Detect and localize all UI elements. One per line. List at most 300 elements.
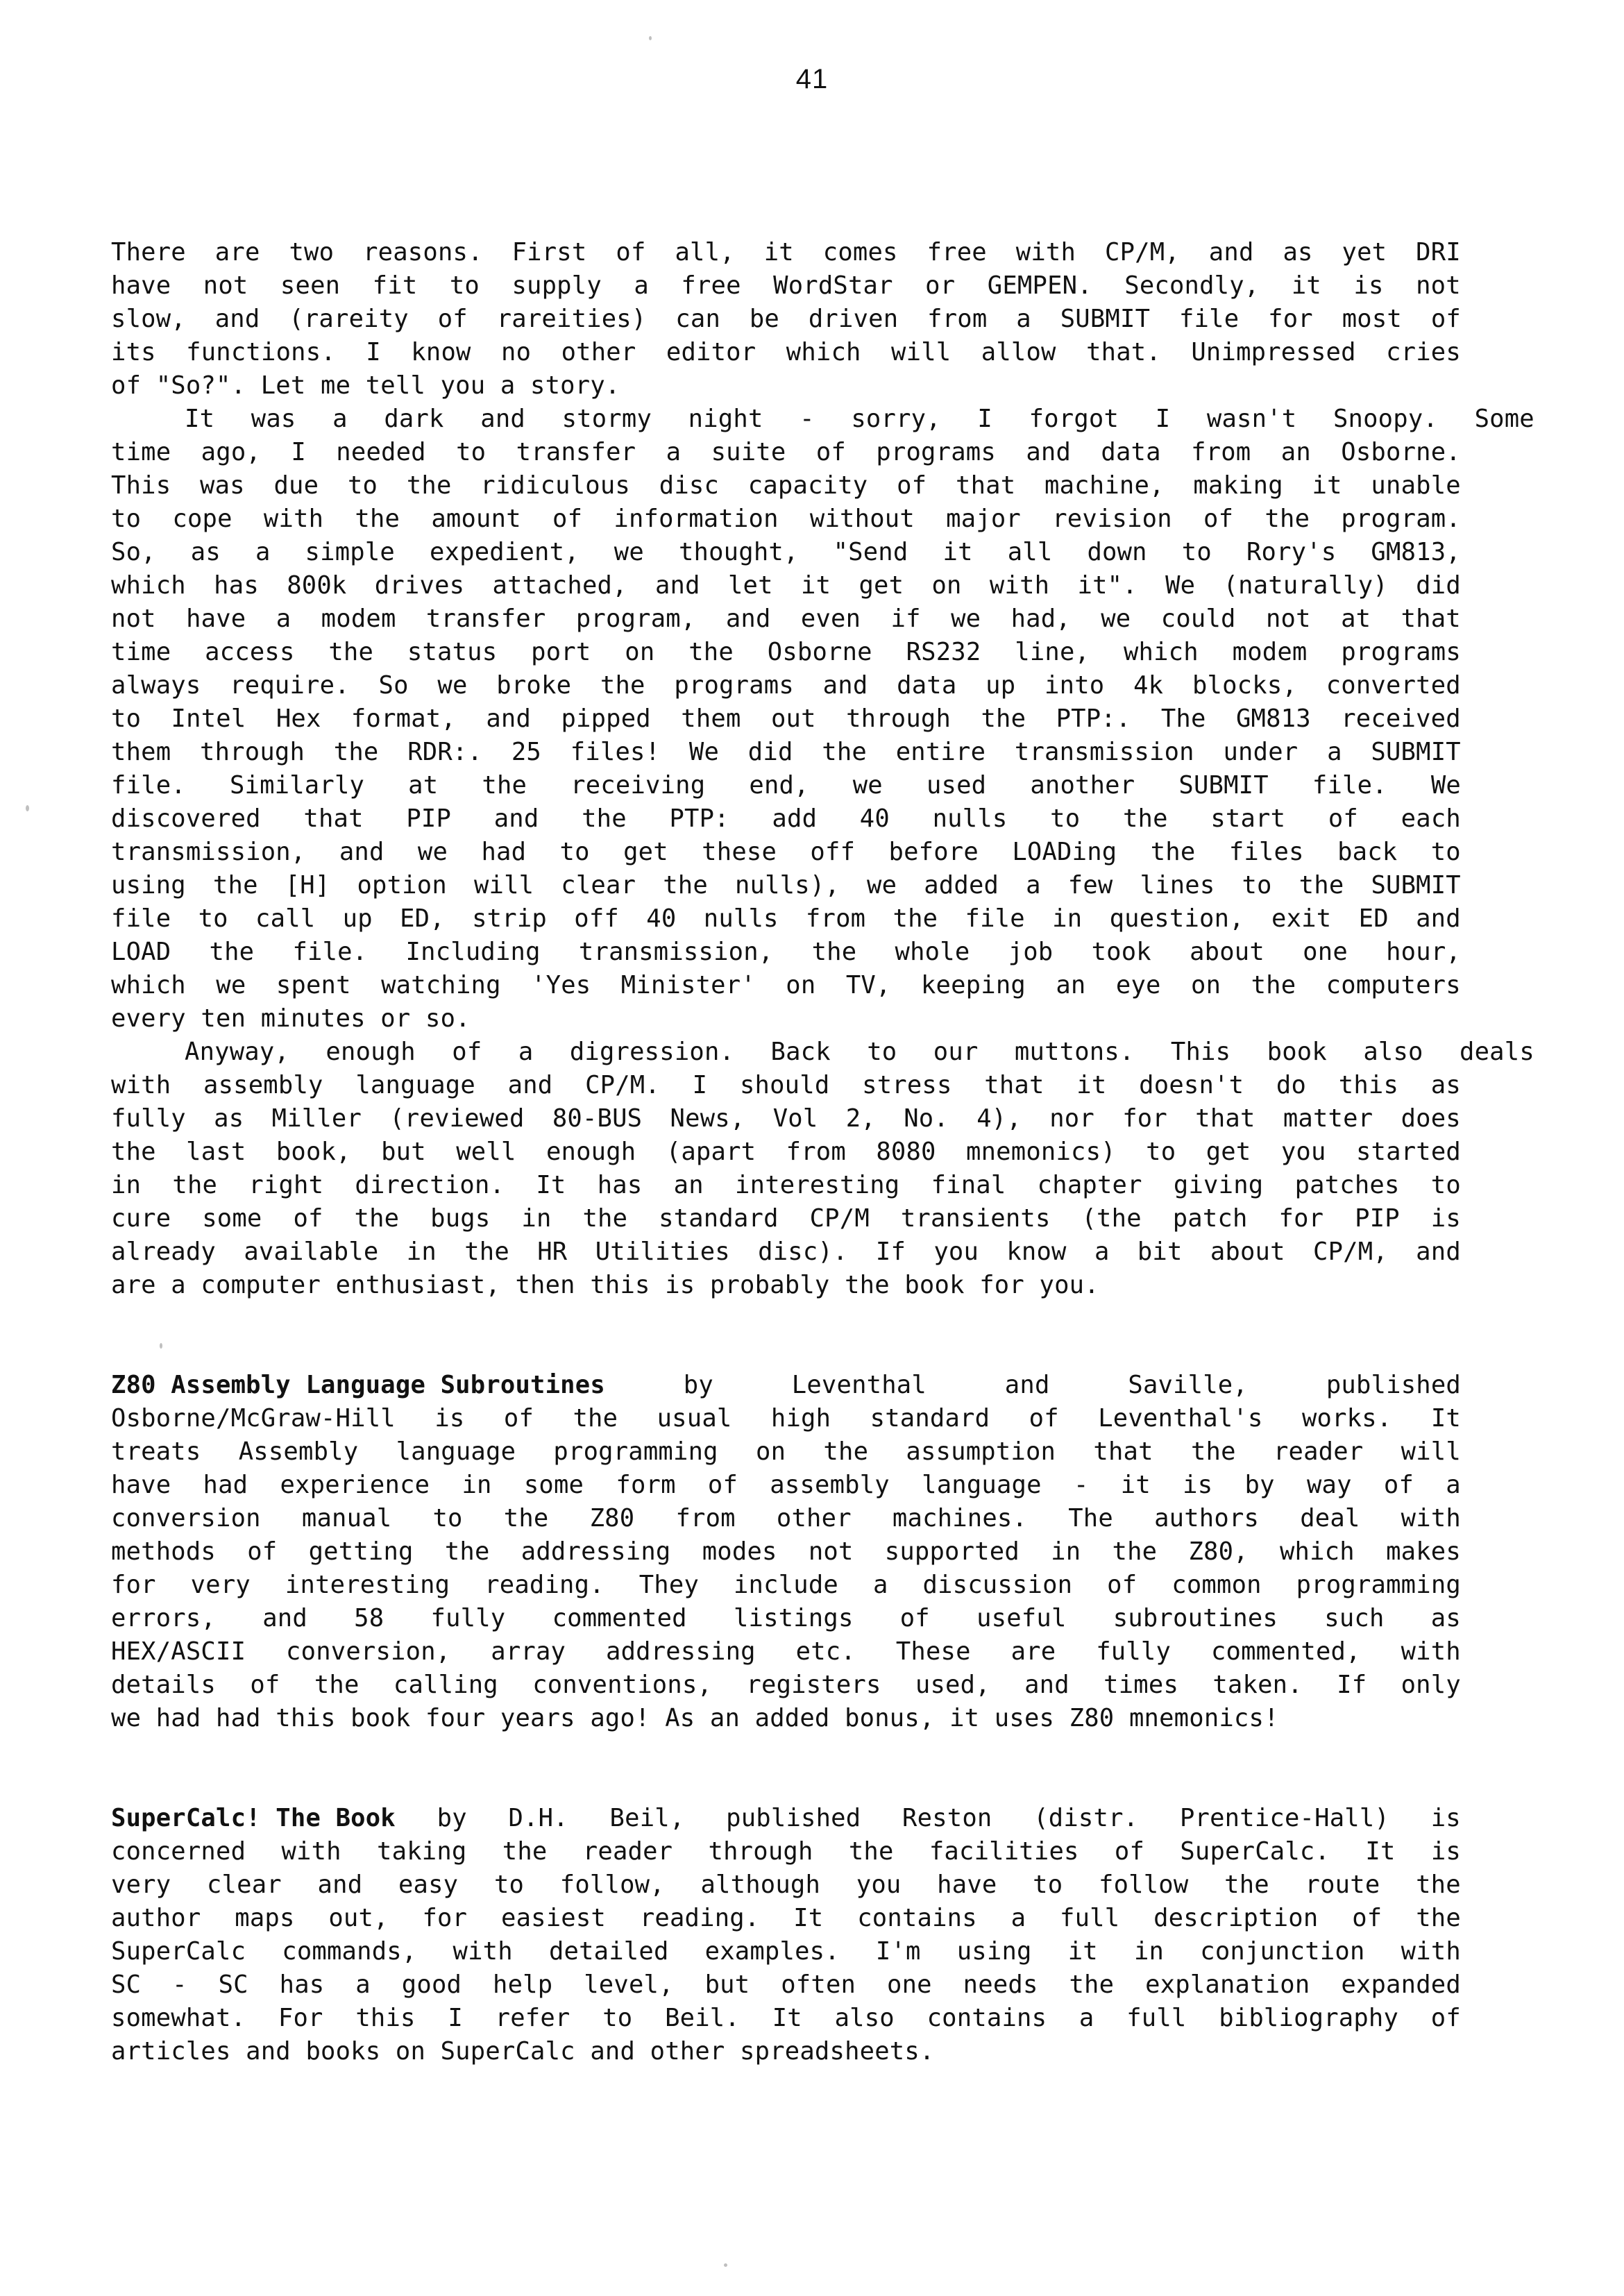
word: job (1008, 938, 1054, 966)
word: under (1223, 738, 1299, 766)
word: with (1015, 238, 1076, 267)
text-line (111, 1635, 1461, 1669)
word: SUBMIT (1371, 871, 1461, 900)
word: RDR:. (407, 738, 483, 766)
word: question, (1109, 904, 1244, 933)
text-line (111, 1902, 1461, 1935)
word: entire (895, 738, 986, 766)
word: Anyway, (185, 1038, 290, 1066)
word: SUBMIT (1178, 771, 1269, 800)
word: published (1326, 1371, 1461, 1399)
text-line (111, 1569, 1461, 1602)
word: a (518, 1038, 534, 1066)
word: PTP:. (1056, 704, 1131, 733)
word: and (822, 671, 868, 700)
word: an (1280, 438, 1311, 466)
word: used, (915, 1671, 990, 1699)
word: machines. (892, 1504, 1028, 1533)
word: time (111, 438, 171, 466)
word: that (956, 471, 1016, 500)
word: let (727, 571, 773, 600)
word: lines (1140, 871, 1215, 900)
word: be (749, 305, 780, 333)
text-line (111, 503, 1461, 536)
word: can (675, 305, 721, 333)
word: the (328, 638, 374, 666)
review-title-line (111, 1802, 1461, 1835)
word: get (1206, 1138, 1251, 1166)
word: few (1067, 871, 1113, 900)
word: way (1306, 1471, 1352, 1499)
word: is (1430, 1804, 1461, 1832)
text-line (111, 769, 1461, 802)
word: receiving (570, 771, 706, 800)
word: (rareity (289, 305, 409, 333)
word: are (1010, 1637, 1056, 1666)
word: by (437, 1804, 467, 1832)
word: It (793, 1904, 824, 1932)
word: available (244, 1238, 379, 1266)
word: SUBMIT (1371, 738, 1461, 766)
paragraph-digression (111, 1036, 1534, 1302)
review-title-line (111, 1369, 1461, 1402)
word: this (1338, 1071, 1399, 1099)
word: the (848, 1837, 894, 1866)
word: the (981, 704, 1026, 733)
word: to (432, 1504, 463, 1533)
word: keeping (920, 971, 1026, 999)
word: and (1416, 904, 1461, 933)
word: a (666, 438, 682, 466)
word: did (747, 738, 793, 766)
word: CP/M. (585, 1071, 660, 1099)
word: language (396, 1437, 516, 1466)
word: one (887, 1970, 932, 1999)
word: chapter (1037, 1171, 1142, 1199)
text-line (111, 1502, 1461, 1535)
word: discovered (111, 804, 261, 833)
word: transfer (425, 605, 546, 633)
word: with (263, 505, 324, 533)
word: It (1430, 1404, 1461, 1433)
word: exit (1271, 904, 1332, 933)
word: it (1120, 1471, 1151, 1499)
word: them (111, 738, 171, 766)
word: used (926, 771, 987, 800)
text-line (111, 236, 1461, 269)
word: GM813, (1371, 538, 1461, 566)
word: (naturally) (1223, 571, 1388, 600)
word: a (1016, 305, 1031, 333)
word: book (1267, 1038, 1327, 1066)
word: with (1401, 1504, 1461, 1533)
word: easiest (501, 1904, 607, 1932)
word: free (681, 271, 741, 300)
word: which (111, 971, 186, 999)
text-line (111, 1602, 1461, 1635)
word: Z80, (1188, 1537, 1249, 1566)
word: transfer (516, 438, 636, 466)
word: examples. (704, 1937, 840, 1966)
word: experience (280, 1471, 430, 1499)
word: CP/M, (1105, 238, 1180, 267)
word: get (623, 838, 668, 866)
word: PIP (1355, 1204, 1400, 1233)
word: to (1430, 1171, 1461, 1199)
word: 4k (1133, 671, 1164, 700)
word: rareities) (496, 305, 647, 333)
word: the (582, 1204, 628, 1233)
scan-speck (160, 1343, 162, 1349)
word: have (111, 1471, 171, 1499)
word: include (733, 1571, 838, 1599)
word: the (600, 671, 645, 700)
word: TV, (845, 971, 891, 999)
word: from (675, 1504, 736, 1533)
word: detailed (548, 1937, 669, 1966)
word: programs (674, 671, 794, 700)
word: these (702, 838, 777, 866)
word: and (1004, 1371, 1050, 1399)
word: modes (702, 1537, 777, 1566)
word: to (198, 904, 228, 933)
word: of (815, 438, 846, 466)
word: transmission, (578, 938, 774, 966)
word: It (772, 2004, 802, 2032)
text-line (111, 2002, 1461, 2035)
word: a (1026, 871, 1041, 900)
word: authors (1154, 1504, 1260, 1533)
word: nulls (932, 804, 1008, 833)
word: we (216, 971, 246, 999)
word: not (808, 1537, 854, 1566)
word: needs (963, 1970, 1038, 1999)
word: supply (511, 271, 602, 300)
word: slow, (111, 305, 186, 333)
word: ago, (201, 438, 261, 466)
word: the (503, 1504, 549, 1533)
word: ridiculous (480, 471, 631, 500)
text-line (111, 1169, 1461, 1202)
word: has (597, 1171, 643, 1199)
word: array (491, 1637, 566, 1666)
word: the (1112, 1537, 1158, 1566)
word: off (810, 838, 856, 866)
word: the (1416, 1904, 1461, 1932)
word: about (1210, 1238, 1285, 1266)
scan-speck (649, 36, 652, 40)
word: I (692, 1071, 708, 1099)
word: has (279, 1970, 325, 1999)
word: language (922, 1471, 1042, 1499)
word: programs (876, 438, 996, 466)
text-line (111, 1835, 1461, 1868)
word: to (347, 471, 378, 500)
word: to (1430, 838, 1461, 866)
word: the (688, 638, 734, 666)
word: usual (657, 1404, 732, 1433)
word: we (437, 671, 468, 700)
word: clear (206, 1871, 282, 1899)
text-line (111, 269, 1461, 303)
word: bibliography (1219, 2004, 1399, 2032)
word: had (481, 838, 527, 866)
word: one (1303, 938, 1348, 966)
word: files! (570, 738, 661, 766)
word: commented, (1210, 1637, 1361, 1666)
word: had, (1010, 605, 1071, 633)
word: in (1051, 1537, 1081, 1566)
word: stress (862, 1071, 952, 1099)
word: disc). (758, 1238, 848, 1266)
word: as (190, 538, 221, 566)
word: If (875, 1238, 906, 1266)
word: Back (770, 1038, 831, 1066)
word: Utilities (595, 1238, 730, 1266)
word: we (614, 538, 644, 566)
word: to (867, 1038, 897, 1066)
word: capacity (747, 471, 868, 500)
word: 40 (646, 904, 677, 933)
word: (distr. (1033, 1804, 1139, 1832)
text-line (111, 902, 1461, 936)
text-line (111, 569, 1461, 602)
word: into (1044, 671, 1105, 700)
text-line (111, 536, 1461, 569)
word: status (407, 638, 498, 666)
word: as (214, 1104, 244, 1133)
word: explanation (1145, 1970, 1310, 1999)
word: a (1079, 2004, 1094, 2032)
word: a (1327, 738, 1342, 766)
word: due (273, 471, 319, 500)
word: also (1363, 1038, 1423, 1066)
word: GEMPEN. (987, 271, 1092, 300)
word: some (202, 1204, 262, 1233)
word: watching (381, 971, 501, 999)
word: converted (1326, 671, 1461, 700)
word: nulls), (734, 871, 840, 900)
word: it (1067, 1937, 1098, 1966)
word: on (1191, 971, 1221, 999)
word: cries (1386, 338, 1461, 366)
word: last (186, 1138, 246, 1166)
word: supported (884, 1537, 1020, 1566)
text-line (111, 1402, 1461, 1435)
word: from (1191, 438, 1251, 466)
word: know (411, 338, 471, 366)
word: First (511, 238, 587, 267)
word: calling (393, 1671, 498, 1699)
review-z80-assembly (111, 1369, 1461, 1735)
word: each (1401, 804, 1461, 833)
word: time (111, 638, 171, 666)
word: down (1087, 538, 1147, 566)
word: another (1030, 771, 1135, 800)
word: [H] (285, 871, 330, 900)
word: programming (1296, 1571, 1461, 1599)
word: transmission, (111, 838, 306, 866)
word: manual (301, 1504, 392, 1533)
word: we (1101, 605, 1131, 633)
word: is (1430, 1204, 1461, 1233)
word: giving (1173, 1171, 1264, 1199)
word: of (1114, 1837, 1145, 1866)
word: program, (575, 605, 696, 633)
text-line (111, 636, 1461, 669)
word: LOADing (1012, 838, 1117, 866)
word: but (381, 1138, 426, 1166)
text-line: every ten minutes or so. (111, 1004, 471, 1033)
word: file (965, 904, 1025, 933)
word: language (355, 1071, 475, 1099)
word: fit (372, 271, 418, 300)
word: good (401, 1970, 462, 1999)
word: of (1203, 505, 1234, 533)
word: fully (111, 1104, 186, 1133)
word: the (464, 1238, 509, 1266)
word: program. (1341, 505, 1461, 533)
word: spent (276, 971, 351, 999)
word: through (200, 738, 305, 766)
word: HR (537, 1238, 568, 1266)
body-text-block (111, 236, 1534, 2068)
word: have (937, 1871, 997, 1899)
word: etc. (795, 1637, 856, 1666)
word: 40 (859, 804, 890, 833)
word: blocks, (1192, 671, 1297, 700)
word: in (111, 1171, 142, 1199)
word: standard (870, 1404, 990, 1433)
word: There (111, 238, 186, 267)
word: the (811, 938, 857, 966)
word: SuperCalc (111, 1937, 246, 1966)
word: which (786, 338, 861, 366)
word: Hex (276, 704, 321, 733)
word: For (278, 2004, 323, 2032)
word: and (339, 838, 384, 866)
word: often (781, 1970, 856, 1999)
word: that (1093, 1437, 1153, 1466)
word: the (482, 771, 527, 800)
text-line (111, 1535, 1461, 1569)
word: it (1076, 1071, 1107, 1099)
word: to (1146, 1138, 1176, 1166)
word: even (800, 605, 861, 633)
word: route (1305, 1871, 1380, 1899)
word: contains (927, 2004, 1047, 2032)
word: cure (111, 1204, 171, 1233)
word: was (200, 471, 245, 500)
text-line (111, 736, 1461, 769)
word: has (214, 571, 259, 600)
word: ED, (400, 904, 445, 933)
word: book, (276, 1138, 351, 1166)
word: So, (111, 538, 156, 566)
word: deals (1460, 1038, 1534, 1066)
scan-speck (724, 2263, 727, 2267)
word: the (314, 1671, 360, 1699)
word: file (1178, 305, 1240, 333)
word: We (1430, 771, 1461, 800)
word: is (1353, 271, 1384, 300)
word: to (449, 271, 480, 300)
text-line (111, 702, 1461, 736)
word: major (946, 505, 1022, 533)
word: and (1208, 238, 1254, 267)
word: makes (1386, 1537, 1461, 1566)
word: and (507, 1071, 553, 1099)
word: enough (545, 1138, 636, 1166)
word: although (700, 1871, 821, 1899)
word: ED (1358, 904, 1389, 933)
word: I (448, 2004, 463, 2032)
word: facilities (929, 1837, 1079, 1866)
word: patch (1172, 1204, 1248, 1233)
word: Osborne/McGraw-Hill (111, 1404, 396, 1433)
word: Z80 (589, 1504, 635, 1533)
word: on (931, 571, 962, 600)
word: we (867, 871, 897, 900)
word: port (531, 638, 591, 666)
word: other (776, 1504, 852, 1533)
word: Beil, (609, 1804, 685, 1832)
word: taken. (1212, 1671, 1303, 1699)
text-line (111, 1469, 1461, 1502)
word: the (111, 1138, 156, 1166)
word: format, (350, 704, 456, 733)
text-line (111, 336, 1461, 369)
word: whole (895, 938, 970, 966)
word: of (1430, 2004, 1461, 2032)
word: have (186, 605, 246, 633)
word: hour, (1386, 938, 1461, 966)
word: treats (111, 1437, 201, 1466)
word: Intel (171, 704, 246, 733)
word: digression. (569, 1038, 735, 1066)
word: had (203, 1471, 248, 1499)
word: should (739, 1071, 830, 1099)
word: registers (746, 1671, 881, 1699)
word: full (1060, 1904, 1120, 1932)
word: standard (659, 1204, 779, 1233)
word: the (1224, 1871, 1269, 1899)
word: thought, (678, 538, 799, 566)
word: we (852, 771, 883, 800)
word: to (1033, 1871, 1063, 1899)
word: I'm (875, 1937, 921, 1966)
word: in (521, 1204, 552, 1233)
text-line (111, 602, 1461, 636)
word: from (805, 904, 866, 933)
word: also (834, 2004, 895, 2032)
word: not (1265, 605, 1311, 633)
word: assumption (906, 1437, 1056, 1466)
word: addressing (521, 1537, 671, 1566)
word: the (823, 1437, 869, 1466)
word: driven (808, 305, 899, 333)
word: transients (900, 1204, 1051, 1233)
word: reading. (484, 1571, 604, 1599)
word: works. (1301, 1404, 1392, 1433)
word: through (846, 704, 951, 733)
text-line (111, 802, 1461, 836)
word: and (493, 804, 539, 833)
word: a (332, 405, 348, 433)
word: The (1068, 1504, 1113, 1533)
word: mnemonics) (966, 1138, 1116, 1166)
word: off (574, 904, 619, 933)
